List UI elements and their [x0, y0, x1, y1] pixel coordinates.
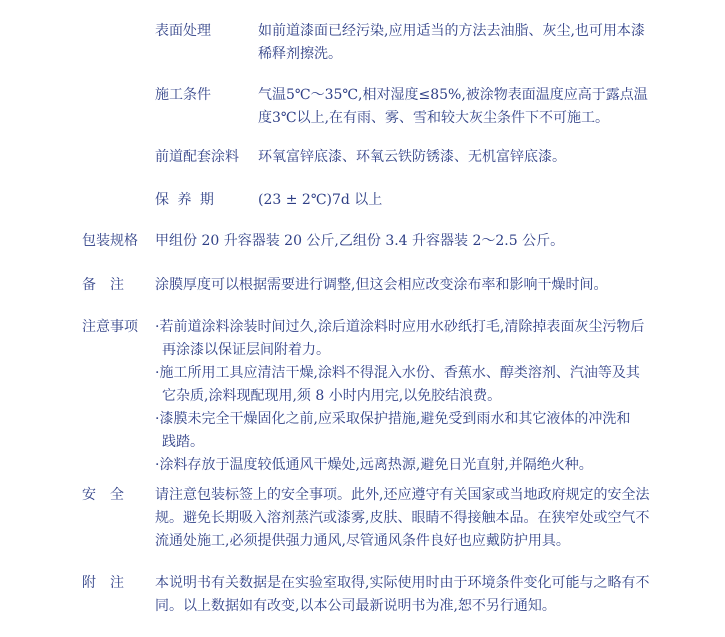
safety-line-1: 请注意包装标签上的安全事项。此外,还应遵守有关国家或当地政府规定的安全法	[155, 487, 650, 503]
remarks-text: 涂膜厚度可以根据需要进行调整,但这会相应改变涂布率和影响干燥时间。	[155, 277, 608, 293]
conditions-line-1: 气温5℃～35℃,相对湿度≤85%,被涂物表面温度应高于露点温	[258, 87, 648, 103]
caution-line: ·若前道涂料涂装时间过久,涂后道涂料时应用水砂纸打毛,清除掉表面灰尘污物后	[155, 319, 645, 335]
caution-line: ·施工所用工具应清洁干燥,涂料不得混入水份、香蕉水、醇类溶剂、汽油等及其	[155, 365, 640, 381]
caution-item	[155, 454, 715, 477]
surface-line-2: 稀释剂擦洗。	[258, 46, 342, 62]
surface-line-1: 如前道漆面已经污染,应用适当的方法去油脂、灰尘,也可用本漆	[258, 23, 645, 39]
surface-label: 表面处理	[155, 23, 211, 39]
safety-line-3: 流通处施工,必须提供强力通风,尽管通风条件良好也应戴防护用具。	[155, 533, 570, 549]
remarks-label: 备 注	[82, 277, 124, 293]
caution-item	[155, 362, 715, 408]
primer-text: 环氧富锌底漆、环氧云铁防锈漆、无机富锌底漆。	[258, 149, 566, 165]
packaging-text: 甲组份 20 升容器装 20 公斤,乙组份 3.4 升容器装 2～2.5 公斤。	[155, 233, 565, 249]
shelf-text: (23 ± 2℃)7d 以上	[258, 192, 383, 208]
caution-line: ·漆膜未完全干燥固化之前,应采取保护措施,避免受到雨水和其它液体的冲洗和	[155, 411, 631, 427]
packaging-label: 包装规格	[82, 233, 138, 249]
caution-line: 践踏。	[162, 434, 204, 450]
caution-line: 再涂漆以保证层间附着力。	[162, 342, 330, 358]
safety-line-2: 规。避免长期吸入溶剂蒸汽或漆雾,皮肤、眼睛不得接触本品。在狭窄处或空气不	[155, 510, 650, 526]
cautions-label: 注意事项	[82, 319, 138, 335]
shelf-label: 保 养 期	[155, 192, 216, 208]
caution-item	[155, 408, 715, 454]
conditions-label: 施工条件	[155, 87, 211, 103]
caution-line: ·涂料存放于温度较低通风干燥处,远离热源,避免日光直射,并隔绝火种。	[155, 457, 593, 473]
safety-label: 安 全	[82, 487, 124, 503]
caution-line: 它杂质,涂料现配现用,须 8 小时内用完,以免胶结浪费。	[162, 388, 502, 404]
appendix-label: 附 注	[82, 575, 124, 591]
cautions-list	[155, 316, 715, 477]
appendix-line-2: 同。以上数据如有改变,以本公司最新说明书为准,恕不另行通知。	[155, 598, 556, 614]
appendix-line-1: 本说明书有关数据是在实验室取得,实际使用时由于环境条件变化可能与之略有不	[155, 575, 650, 591]
caution-item	[155, 316, 715, 362]
primer-label: 前道配套涂料	[155, 149, 239, 165]
conditions-line-2: 度3℃以上,在有雨、雾、雪和较大灰尘条件下不可施工。	[258, 110, 610, 126]
